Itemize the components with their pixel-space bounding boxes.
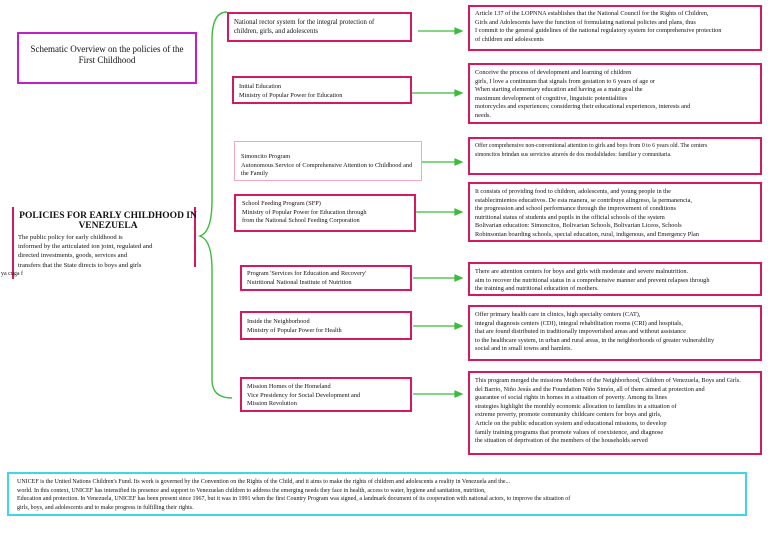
detail-mission-homes: This program merged the missions Mothers of the Neighborhood, Children of Venezuela, Boys and Girls. del Barrio, Niño Jesús and the Foundation Niño Simón, all of them aimed at protection and guarantee of social rights in homes in a situation of poverty. Among its lines strategies highlight the monthly economic allocation to families in a situation of extreme poverty, promote community childcare centers for boys and girls, Article on the public education system and educational missions, to develop family training programs that promote values of coexistence, and diagnose the situation of deprivation of the members of the households served [468, 371, 762, 455]
detail-nutrition-recovery: There are attention centers for boys and girls with moderate and severe malnutrition. aim to recover the nutritional status in a comprehensive manner and prevent relapses through the training and nutritional education of mothers. [468, 262, 762, 296]
detail-initial-education: Conceive the process of development and learning of children girls, I love a continuum that signals from gestation to 6 years of age or When starting elementary education and having as a main goal the maximum development of cognitive, linguistic potentialities motorcycles and experiences; considering their educational experiences, interests and needs. [468, 63, 762, 124]
root-description: The public policy for early childhood is informed by the articulated ion joint, regulated and directed investments, goods, services and transfers that the State directs to boys and girls [18, 234, 153, 269]
branch-label-initial-education: Initial Education Ministry of Popular Power for Education [232, 76, 412, 104]
root-heading: POLICIES FOR EARLY CHILDHOOD IN VENEZUELA [19, 211, 197, 231]
unicef-footer: UNICEF is the United Nations Children's Fund. Its work is governed by the Convention on the Rights of the Child, and it aims to make the rights of children and adolescents a reality in Venezuela and the... world. In this context, UNICEF has intensified its presence and support to Venezuelan children to address the emerging needs they face in health, access to water, hygiene and sanitation, nutrition, Education and protection. In Venezuela, UNICEF has been present since 1967, but it was in 1991 when the first Country Program was signed, a landmark document of its cooperation with national actors, to improve the situation of girls, boys, and adolescents and to make progress in fulfilling their rights. [7, 472, 747, 516]
branch-label-simoncito-program: Simoncito Program Autonomous Service of Comprehensive Attention to Childhood and the Family [234, 141, 422, 181]
brace-connector [200, 12, 232, 398]
branch-label-school-feeding-program: School Feeding Program (SFP) Ministry of Popular Power for Education through from the National School Feeding Corporation [234, 194, 416, 232]
branch-label-nutrition-recovery: Program 'Services for Education and Recovery' Nutritional National Institute of Nutrition [240, 265, 412, 291]
branch-label-national-rector-system: National rector system for the integral protection of children, girls, and adolescents [227, 12, 412, 42]
detail-simoncito-program: Offer comprehensive non-conventional attention to girls and boys from 0 to 6 years old. The centers simoncitos brindan sus servicios através de dos modalidades: familiar y comunitaria. [468, 137, 762, 175]
branch-label-inside-the-neighborhood: Inside the Neighborhood Ministry of Popular Power for Health [240, 311, 412, 340]
diagram-title: Schematic Overview on the policies of the First Childhood [17, 32, 197, 84]
root-node-frame [12, 207, 14, 279]
root-stray-text: ya cuga f [1, 271, 23, 277]
detail-school-feeding-program: It consists of providing food to children, adolescents, and young people in the establecimientos educativos. De esta manera, se contribuye alingreso, la permanencia, the progression and school performance through the improvement of conditions nutritional status of students and pupils in the official schools of the system Bolivarian education: Simoncitos, Bolivarian Schools, Bolivarian Liceos, Schools Robinsonian boarding schools, special education, rural, indigenous, and Emergency Plan [468, 182, 762, 242]
detail-national-rector-system: Article 137 of the LOPNNA establishes that the National Council for the Rights of Children, Girls and Adolescents have the function of formulating national policies and plans, thus I commit to the general guidelines of the national regulatory system for comprehensive protection of children and adolescents [468, 5, 762, 51]
detail-inside-the-neighborhood: Offer primary health care in clinics, high specialty centers (CAT), integral diagnosis centers (CDI), integral rehabilitation rooms (CRI) and hospitals, that are found distributed in traditionally impoverished areas and without assistance to the healthcare system, in urban and rural areas, in the neighborhoods of greater vulnerability social and in small towns and hamlets. [468, 305, 762, 361]
branch-label-mission-homes: Mission Homes of the Homeland Vice Presidency for Social Development and Mission Revolution [240, 377, 412, 412]
